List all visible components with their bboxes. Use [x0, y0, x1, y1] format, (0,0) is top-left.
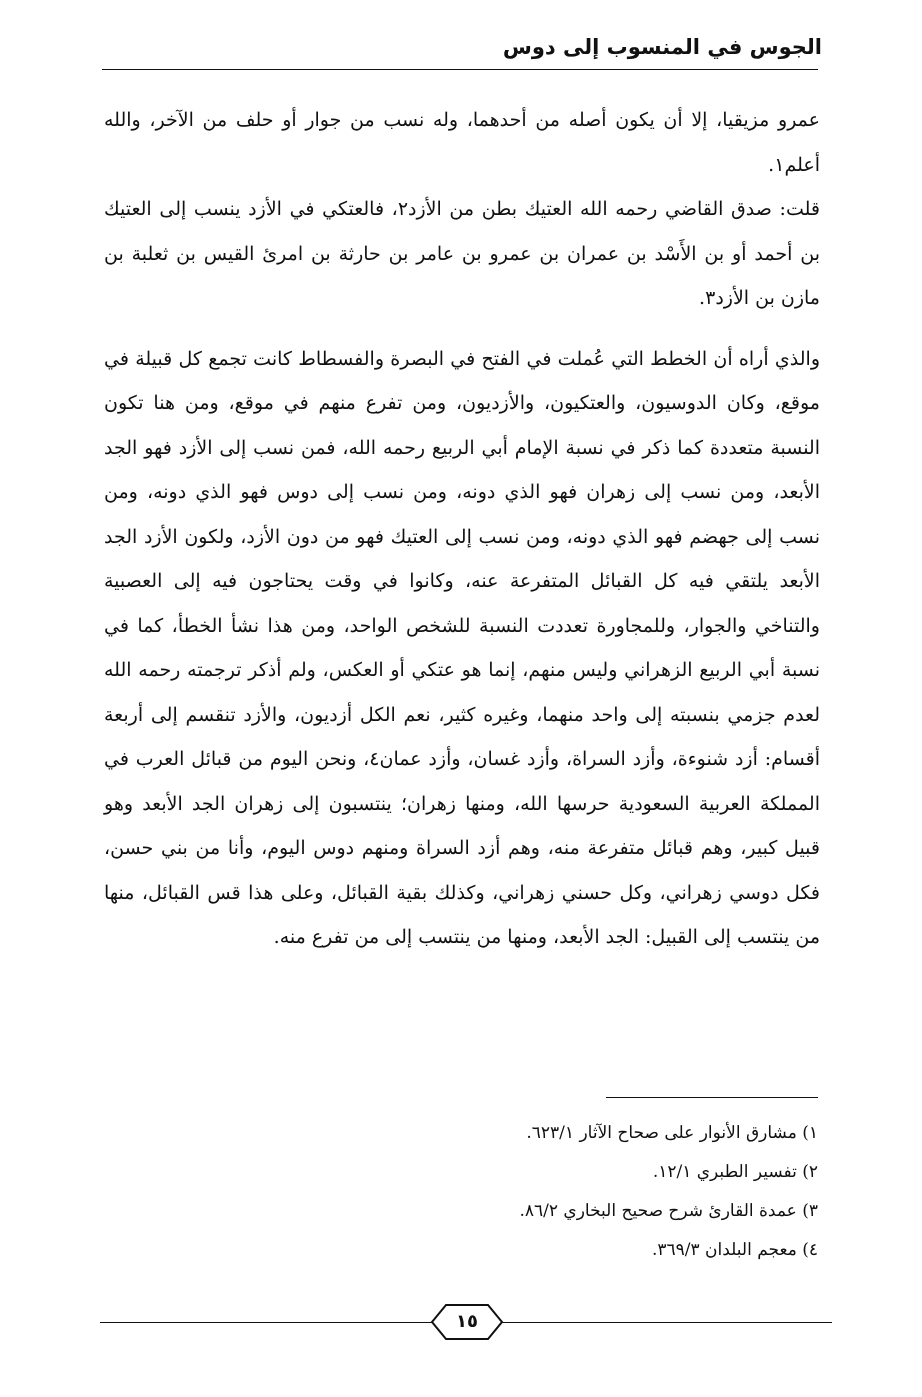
- footnote-divider: [606, 1097, 818, 1098]
- page-number: ١٥: [456, 1311, 478, 1332]
- footnotes-list: [218, 1114, 818, 1270]
- header-divider: [102, 69, 818, 70]
- footnote-item: ٢) تفسير الطبري ١٢/١.: [652, 1162, 818, 1182]
- paragraph: والذي أراه أن الخطط التي عُملت في الفتح في البصرة والفسطاط كانت تجمع كل قبيلة في موقع، وكان الدوسيون، والعتكيون، والأزديون، ومن تفرع منهم في موقع، ومن هنا تكون النسبة متعددة كما ذكر في نسبة الإمام أبي الربيع رحمه الله، فمن نسب إلى الأزد فهو الجد الأبعد، ومن نسب إلى زهران فهو الذي دونه، ومن نسب إلى دوس فهو الذي دونه، ومن نسب إلى جهضم فهو الذي دونه، ومن نسب إلى العتيك فهو من دون الأزد، ولكون الأزد الجد الأبعد يلتقي فيه كل القبائل المتفرعة عنه، وكانوا في وقت يحتاجون فيه إلى العصبية والتناخي والجوار، وللمجاورة تعددت النسبة للشخص الواحد، ومن هذا نشأ الخطأ، كما في نسبة أبي الربيع الزهراني وليس منهم، إنما هو عتكي أو العكس، ولم أذكر ترجمته رحمه الله لعدم جزمي بنسبته إلى واحد منهما، وغيره كثير، نعم الكل أزديون، والأزد تنقسم إلى أربعة أقسام: أزد شنوءة، وأزد السراة، وأزد غسان، وأزد عمان٤، ونحن اليوم من قبائل العرب في المملكة العربية السعودية حرسها الله، ومنها زهران؛ ينتسبون إلى زهران الجد الأبعد وهو قبيل كبير، وهم قبائل متفرعة منه، وهم أزد السراة ومنهم دوس اليوم، وأنا من بني حسن، فكل دوسي زهراني، وكل حسني زهراني، وكذلك بقية القبائل، وعلى هذا قس القبائل، منها من ينتسب إلى القبيل: الجد الأبعد، ومنها من ينتسب إلى من تفرع منه.: [104, 347, 820, 948]
- page-number-badge: [430, 1303, 504, 1341]
- main-text: [104, 98, 820, 960]
- paragraph: قلت: صدق القاضي رحمه الله العتيك بطن من الأزد٢، فالعتكي في الأزد ينسب إلى العتيك بن أحمد أو بن الأَسْد بن عمران بن عمرو بن عامر بن حارثة بن امرئ القيس بن ثعلبة بن مازن بن الأزد٣.: [104, 198, 820, 309]
- paragraph: عمرو مزيقيا، إلا أن يكون أصله من أحدهما، وله نسب من جوار أو حلف من الآخر، والله أعلم١.: [104, 109, 820, 176]
- footer-rule-right: [500, 1322, 832, 1323]
- footnote-item: ٣) عمدة القارئ شرح صحيح البخاري ٨٦/٢.: [519, 1201, 818, 1221]
- footnote-item: ١) مشارق الأنوار على صحاح الآثار ٦٢٣/١.: [526, 1123, 818, 1143]
- footer-rule-left: [100, 1322, 435, 1323]
- running-title: الجوس في المنسوب إلى دوس: [502, 35, 822, 59]
- footnote-item: ٤) معجم البلدان ٣٦٩/٣.: [651, 1240, 818, 1260]
